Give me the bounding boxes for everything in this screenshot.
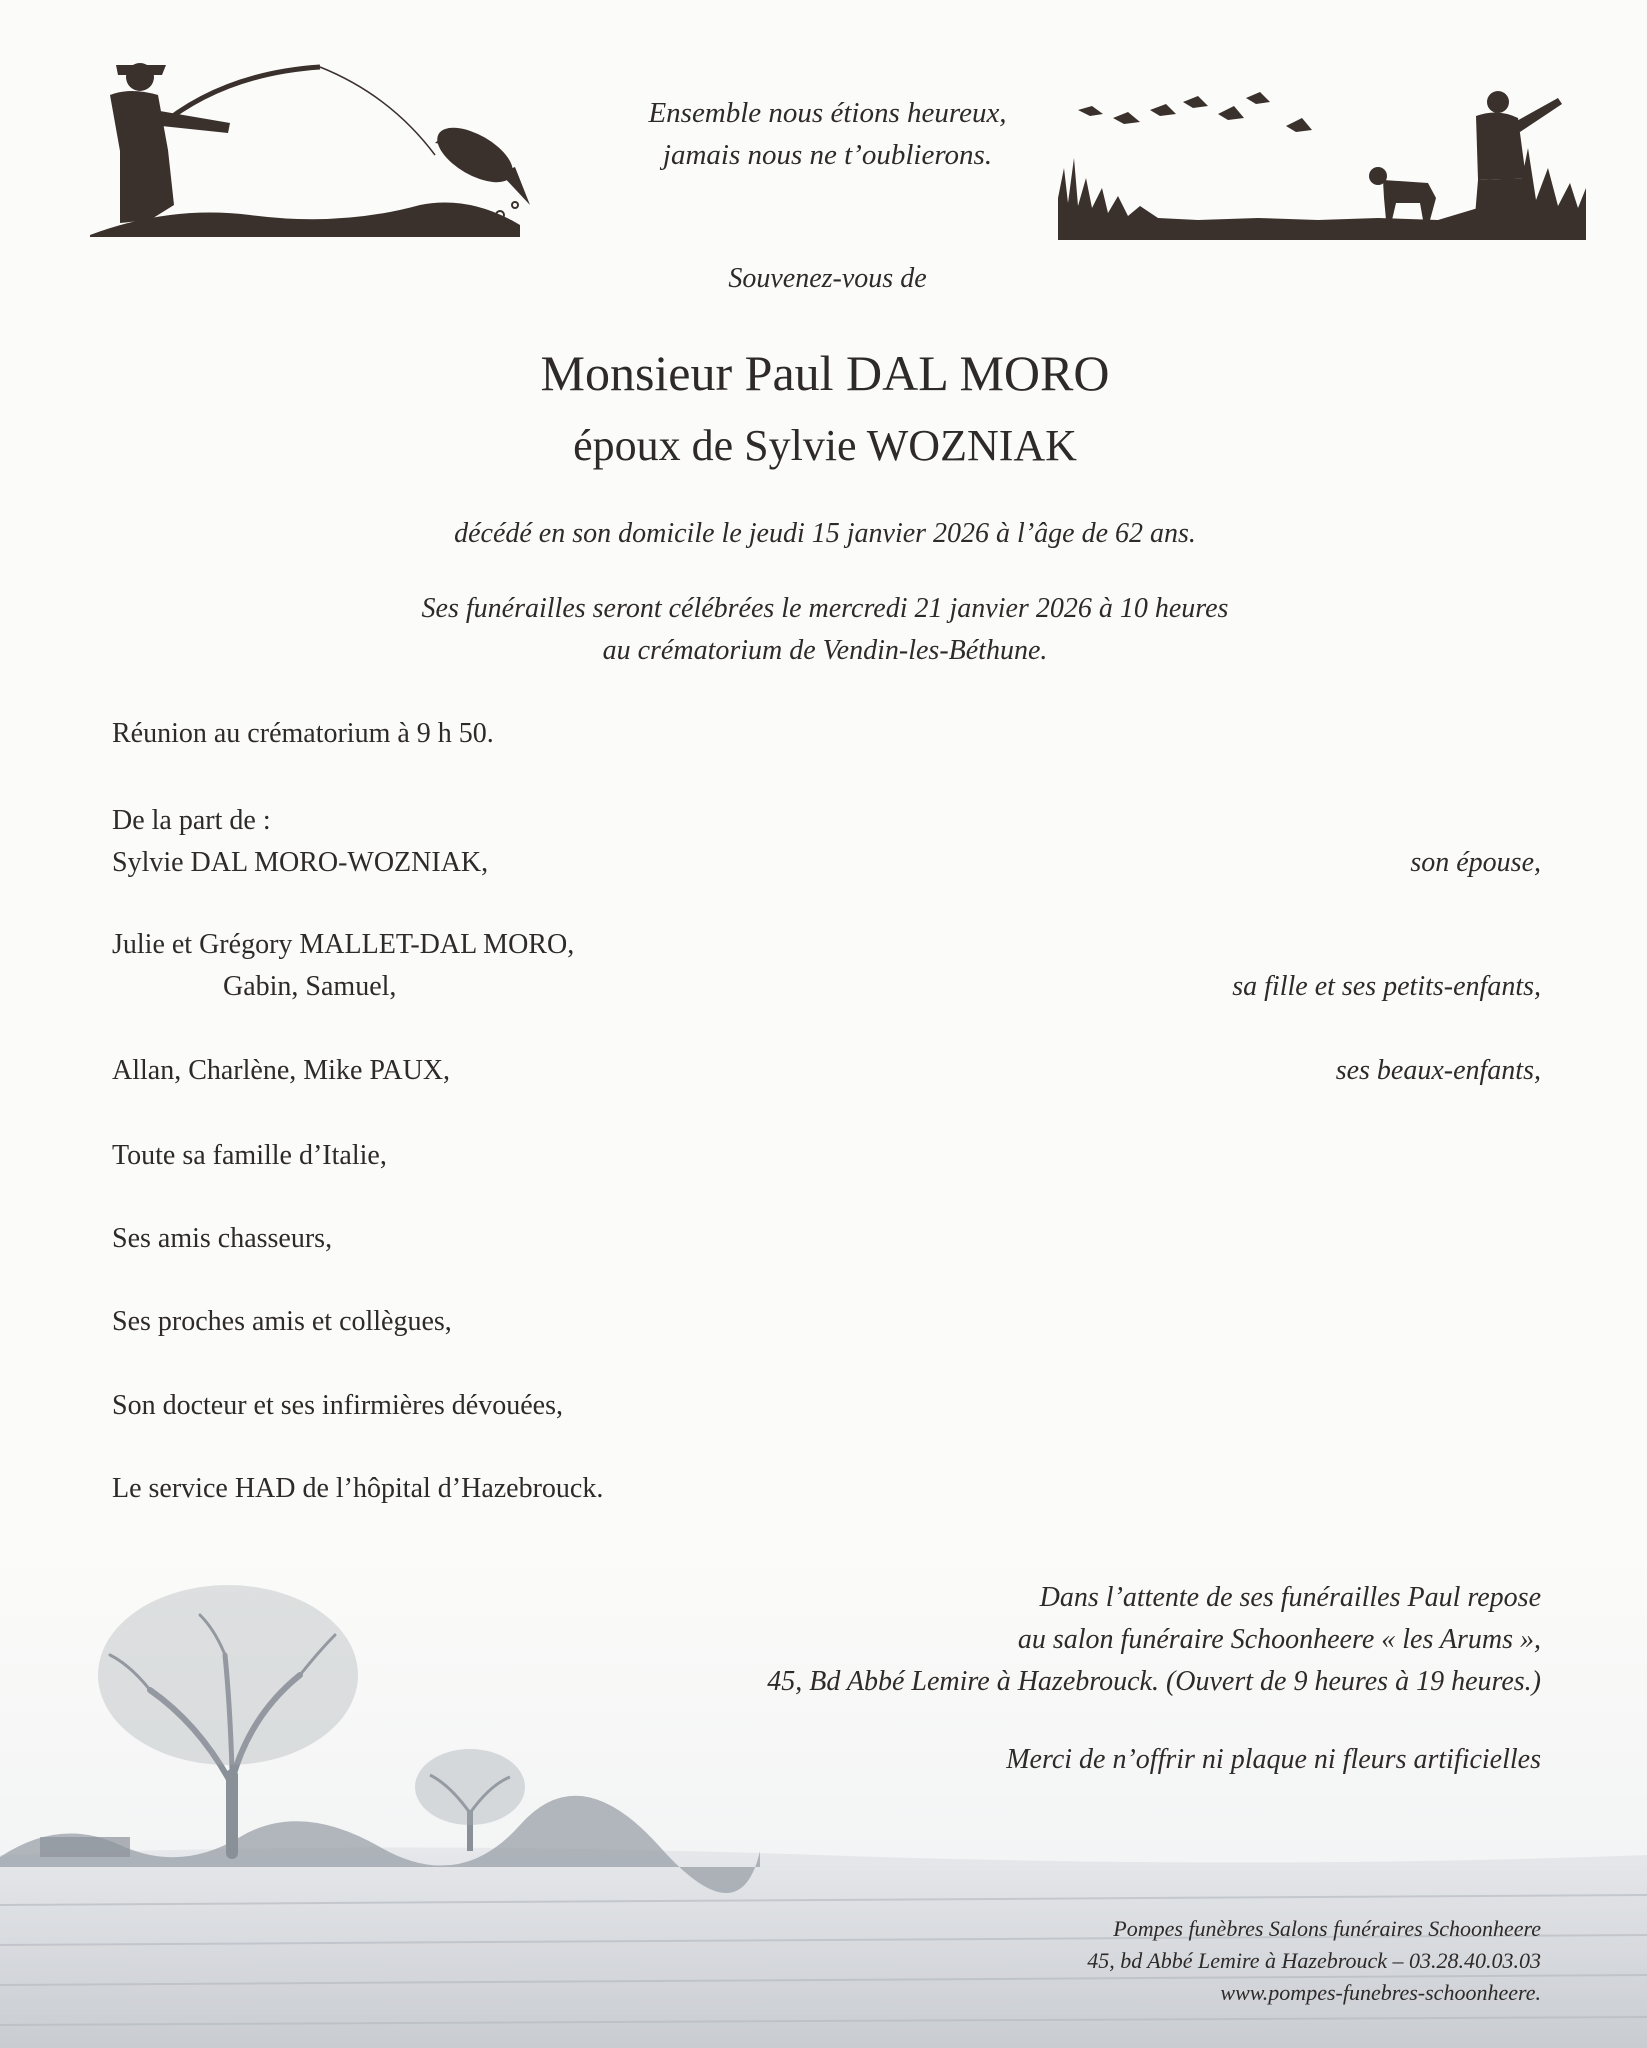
- memorial-motto: [560, 92, 1095, 176]
- family-other-1: Toute sa famille d’Italie,: [112, 1140, 387, 1171]
- family-relation-2: sa fille et ses petits-enfants,: [1232, 971, 1541, 1002]
- family-names-2: Julie et Grégory MALLET-DAL MORO,: [112, 929, 575, 960]
- family-intro: De la part de :: [112, 805, 271, 836]
- fisherman-illustration: [90, 55, 560, 245]
- funeral-line-1: Ses funérailles seront célébrées le mercredi 21 janvier 2026 à 10 heures: [421, 593, 1229, 624]
- footer-website: www.pompes-funebres-schoonheere.: [1220, 1980, 1541, 2005]
- family-relation-3: ses beaux-enfants,: [1335, 1055, 1541, 1086]
- family-relation-1: son épouse,: [1410, 847, 1541, 878]
- repose-line-1: Dans l’attente de ses funérailles Paul repose: [1039, 1582, 1541, 1613]
- family-names-3: Allan, Charlène, Mike PAUX,: [112, 1055, 451, 1086]
- family-names-1: Sylvie DAL MORO-WOZNIAK,: [112, 847, 489, 878]
- repose-line-2: au salon funéraire Schoonheere « les Arums »,: [1017, 1624, 1541, 1655]
- funeral-details: [330, 588, 1320, 672]
- family-other-5: Le service HAD de l’hôpital d’Hazebrouck.: [112, 1473, 604, 1504]
- motto-line-1: Ensemble nous étions heureux,: [648, 97, 1007, 129]
- funeral-line-2: au crématorium de Vendin-les-Béthune.: [602, 635, 1048, 666]
- deceased-name: Monsieur Paul DAL MORO: [540, 345, 1110, 401]
- family-names-2b: Gabin, Samuel,: [223, 971, 397, 1002]
- remember-intro: Souvenez-vous de: [728, 263, 927, 294]
- footer-company: Pompes funèbres Salons funéraires Schoonheere: [1113, 1916, 1541, 1941]
- meeting-time: Réunion au crématorium à 9 h 50.: [112, 718, 494, 749]
- repose-line-3: 45, Bd Abbé Lemire à Hazebrouck. (Ouvert de 9 heures à 19 heures.): [767, 1666, 1541, 1697]
- family-other-4: Son docteur et ses infirmières dévouées,: [112, 1390, 563, 1421]
- flowers-notice: Merci de n’offrir ni plaque ni fleurs artificielles: [1006, 1744, 1541, 1775]
- family-other-3: Ses proches amis et collègues,: [112, 1306, 452, 1337]
- funeral-home-footer: [841, 1913, 1541, 2009]
- family-other-2: Ses amis chasseurs,: [112, 1223, 333, 1254]
- death-notice: décédé en son domicile le jeudi 15 janvier 2026 à l’âge de 62 ans.: [454, 518, 1196, 549]
- deceased-spouse: époux de Sylvie WOZNIAK: [573, 421, 1077, 470]
- hunter-with-dog-illustration: [1058, 88, 1586, 240]
- footer-address-phone: 45, bd Abbé Lemire à Hazebrouck – 03.28.40.03.03: [1087, 1948, 1541, 1973]
- repose-info: [541, 1577, 1541, 1703]
- motto-line-2: jamais nous ne t’oublierons.: [662, 139, 993, 171]
